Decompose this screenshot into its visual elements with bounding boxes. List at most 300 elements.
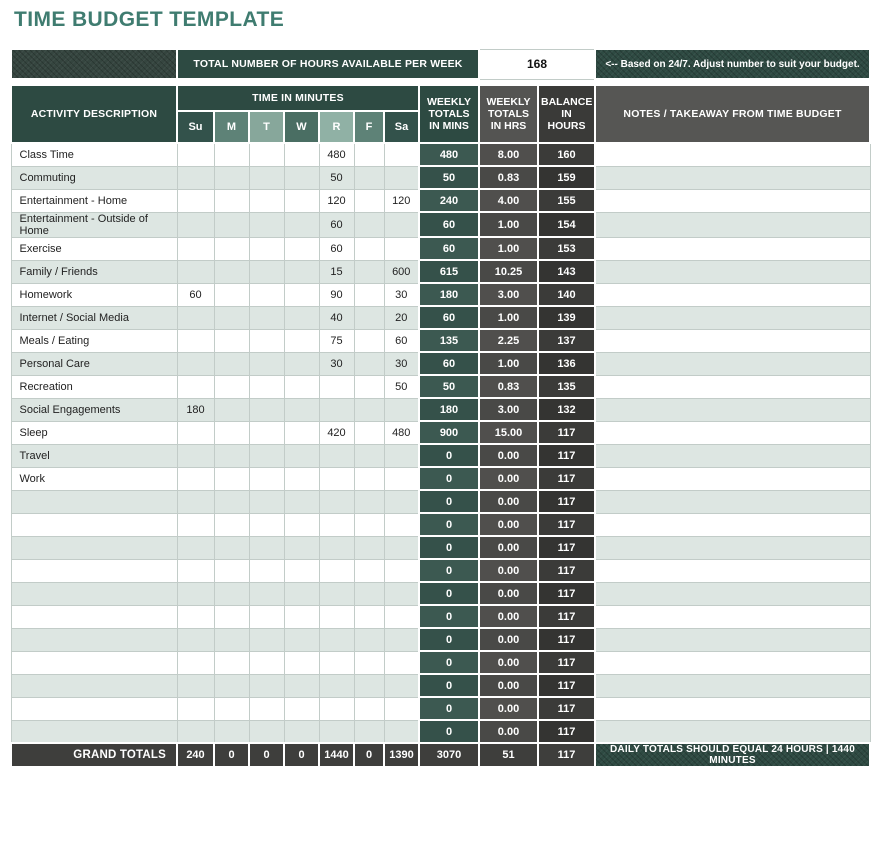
day-cell-w[interactable] [284,536,319,559]
notes-cell[interactable] [595,375,870,398]
weekly-totals-mins-cell: 180 [419,398,479,421]
day-cell-m[interactable] [214,283,249,306]
activity-cell[interactable]: Recreation [11,375,177,398]
day-cell-w[interactable] [284,421,319,444]
activity-cell[interactable]: Personal Care [11,352,177,375]
day-cell-t[interactable] [249,559,284,582]
day-cell-m[interactable] [214,490,249,513]
day-cell-su[interactable] [177,651,214,674]
day-cell-w[interactable] [284,582,319,605]
day-cell-r[interactable] [319,398,354,421]
weekly-totals-mins-cell: 60 [419,237,479,260]
day-cell-sa[interactable] [384,697,419,720]
day-cell-sa[interactable]: 50 [384,375,419,398]
notes-cell[interactable] [595,651,870,674]
day-cell-m[interactable] [214,651,249,674]
day-cell-sa[interactable] [384,212,419,237]
weekly-totals-hrs-cell: 0.00 [479,536,538,559]
weekly-totals-mins-cell: 0 [419,582,479,605]
grand-total-day-r: 1440 [319,743,354,767]
notes-cell[interactable] [595,490,870,513]
day-cell-m[interactable] [214,467,249,490]
weekly-totals-mins-cell: 0 [419,697,479,720]
balance-hours-cell: 160 [538,143,595,166]
notes-cell[interactable] [595,444,870,467]
activity-cell[interactable]: Internet / Social Media [11,306,177,329]
day-cell-w[interactable] [284,283,319,306]
day-cell-r[interactable]: 60 [319,212,354,237]
day-cell-r[interactable] [319,720,354,743]
day-cell-w[interactable] [284,490,319,513]
day-cell-w[interactable] [284,720,319,743]
day-cell-m[interactable] [214,260,249,283]
activity-cell[interactable] [11,536,177,559]
activity-cell[interactable] [11,697,177,720]
activity-cell[interactable]: Work [11,467,177,490]
day-cell-t[interactable] [249,605,284,628]
day-cell-su[interactable] [177,559,214,582]
table-header [11,85,870,143]
day-cell-r[interactable] [319,536,354,559]
notes-cell[interactable] [595,166,870,189]
weekly-totals-mins-cell: 0 [419,490,479,513]
day-cell-su[interactable]: 180 [177,398,214,421]
day-cell-t[interactable] [249,283,284,306]
weekly-totals-hrs-cell: 0.00 [479,628,538,651]
day-cell-m[interactable] [214,398,249,421]
day-cell-m[interactable] [214,720,249,743]
activity-cell[interactable]: Entertainment - Outside of Home [11,212,177,237]
day-cell-r[interactable]: 40 [319,306,354,329]
day-cell-m[interactable] [214,212,249,237]
notes-cell[interactable] [595,143,870,166]
day-cell-f[interactable] [354,260,384,283]
grand-totals-note: DAILY TOTALS SHOULD EQUAL 24 HOURS | 1440 MINUTES [595,743,870,767]
day-cell-m[interactable] [214,421,249,444]
table-row [11,697,870,720]
day-cell-f[interactable] [354,143,384,166]
day-cell-sa[interactable]: 60 [384,329,419,352]
balance-hours-cell: 139 [538,306,595,329]
balance-hours-cell: 117 [538,421,595,444]
day-cell-f[interactable] [354,283,384,306]
day-cell-f[interactable] [354,490,384,513]
grand-total-day-m: 0 [214,743,249,767]
day-cell-sa[interactable] [384,398,419,421]
hours-available-bar [10,48,871,80]
day-cell-t[interactable] [249,513,284,536]
col-header-day-m: M [214,111,249,143]
day-cell-r[interactable]: 90 [319,283,354,306]
day-cell-w[interactable] [284,212,319,237]
col-header-notes: NOTES / TAKEAWAY FROM TIME BUDGET [595,85,870,143]
balance-hours-cell: 117 [538,651,595,674]
table-row [11,467,870,490]
activity-cell[interactable] [11,674,177,697]
col-header-day-t: T [249,111,284,143]
day-cell-su[interactable] [177,212,214,237]
col-header-day-su: Su [177,111,214,143]
activity-cell[interactable] [11,490,177,513]
notes-cell[interactable] [595,352,870,375]
day-cell-w[interactable] [284,398,319,421]
day-cell-w[interactable] [284,651,319,674]
activity-cell[interactable] [11,605,177,628]
day-cell-r[interactable] [319,605,354,628]
notes-cell[interactable] [595,212,870,237]
day-cell-su[interactable] [177,143,214,166]
day-cell-t[interactable] [249,306,284,329]
day-cell-su[interactable] [177,720,214,743]
day-cell-t[interactable] [249,720,284,743]
day-cell-su[interactable] [177,189,214,212]
day-cell-m[interactable] [214,143,249,166]
day-cell-f[interactable] [354,559,384,582]
day-cell-r[interactable]: 30 [319,352,354,375]
day-cell-sa[interactable] [384,605,419,628]
day-cell-sa[interactable] [384,467,419,490]
col-header-weekly-totals-mins: WEEKLY TOTALS IN MINS [419,85,479,143]
day-cell-t[interactable] [249,444,284,467]
day-cell-r[interactable] [319,582,354,605]
day-cell-su[interactable] [177,375,214,398]
day-cell-m[interactable] [214,628,249,651]
day-cell-f[interactable] [354,720,384,743]
activity-cell[interactable] [11,628,177,651]
time-budget-table [10,84,871,768]
day-cell-m[interactable] [214,444,249,467]
day-cell-r[interactable] [319,467,354,490]
day-cell-r[interactable] [319,674,354,697]
day-cell-su[interactable] [177,513,214,536]
striped-spacer-cell [11,49,177,79]
day-cell-f[interactable] [354,166,384,189]
day-cell-r[interactable]: 60 [319,237,354,260]
notes-cell[interactable] [595,697,870,720]
day-cell-w[interactable] [284,444,319,467]
day-cell-t[interactable] [249,166,284,189]
day-cell-f[interactable] [354,237,384,260]
activity-cell[interactable]: Commuting [11,166,177,189]
activity-cell[interactable]: Social Engagements [11,398,177,421]
day-cell-m[interactable] [214,329,249,352]
day-cell-t[interactable] [249,329,284,352]
day-cell-r[interactable]: 15 [319,260,354,283]
day-cell-f[interactable] [354,605,384,628]
day-cell-w[interactable] [284,628,319,651]
balance-hours-cell: 117 [538,628,595,651]
day-cell-f[interactable] [354,697,384,720]
activity-cell[interactable] [11,651,177,674]
day-cell-m[interactable] [214,605,249,628]
notes-cell[interactable] [595,283,870,306]
day-cell-w[interactable] [284,260,319,283]
day-cell-su[interactable] [177,166,214,189]
weekly-totals-hrs-cell: 15.00 [479,421,538,444]
day-cell-sa[interactable] [384,720,419,743]
day-cell-w[interactable] [284,306,319,329]
weekly-totals-hrs-cell: 0.00 [479,513,538,536]
activity-cell[interactable] [11,513,177,536]
day-cell-m[interactable] [214,559,249,582]
day-cell-t[interactable] [249,189,284,212]
balance-hours-cell: 137 [538,329,595,352]
day-cell-t[interactable] [249,398,284,421]
day-cell-sa[interactable]: 30 [384,352,419,375]
day-cell-w[interactable] [284,674,319,697]
day-cell-sa[interactable]: 20 [384,306,419,329]
day-cell-t[interactable] [249,212,284,237]
weekly-totals-mins-cell: 0 [419,605,479,628]
day-cell-w[interactable] [284,605,319,628]
day-cell-w[interactable] [284,189,319,212]
notes-cell[interactable] [595,628,870,651]
balance-hours-cell: 159 [538,166,595,189]
weekly-totals-mins-cell: 60 [419,212,479,237]
activity-cell[interactable] [11,559,177,582]
day-cell-su[interactable] [177,582,214,605]
activity-cell[interactable] [11,720,177,743]
activity-cell[interactable]: Exercise [11,237,177,260]
day-cell-m[interactable] [214,237,249,260]
balance-hours-cell: 154 [538,212,595,237]
day-cell-sa[interactable] [384,444,419,467]
day-cell-t[interactable] [249,260,284,283]
day-cell-m[interactable] [214,674,249,697]
col-header-day-w: W [284,111,319,143]
weekly-totals-hrs-cell: 2.25 [479,329,538,352]
day-cell-t[interactable] [249,143,284,166]
col-header-weekly-totals-hrs: WEEKLY TOTALS IN HRS [479,85,538,143]
weekly-totals-hrs-cell: 0.00 [479,651,538,674]
weekly-totals-mins-cell: 50 [419,166,479,189]
day-cell-su[interactable] [177,306,214,329]
day-cell-m[interactable] [214,513,249,536]
table-body [11,143,870,743]
notes-cell[interactable] [595,421,870,444]
day-cell-f[interactable] [354,375,384,398]
day-cell-f[interactable] [354,329,384,352]
day-cell-w[interactable] [284,559,319,582]
day-cell-sa[interactable] [384,143,419,166]
day-cell-t[interactable] [249,628,284,651]
day-cell-f[interactable] [354,421,384,444]
weekly-totals-hrs-cell: 8.00 [479,143,538,166]
notes-cell[interactable] [595,674,870,697]
notes-cell[interactable] [595,398,870,421]
day-cell-su[interactable]: 60 [177,283,214,306]
activity-cell[interactable]: Family / Friends [11,260,177,283]
activity-cell[interactable]: Class Time [11,143,177,166]
day-cell-m[interactable] [214,375,249,398]
day-cell-w[interactable] [284,237,319,260]
day-cell-su[interactable] [177,444,214,467]
notes-cell[interactable] [595,559,870,582]
day-cell-sa[interactable] [384,237,419,260]
notes-cell[interactable] [595,720,870,743]
balance-hours-cell: 140 [538,283,595,306]
balance-hours-cell: 117 [538,582,595,605]
grand-total-day-w: 0 [284,743,319,767]
hours-available-value-cell[interactable]: 168 [479,49,595,79]
day-cell-t[interactable] [249,352,284,375]
balance-hours-cell: 117 [538,605,595,628]
day-cell-f[interactable] [354,352,384,375]
day-cell-t[interactable] [249,375,284,398]
day-cell-m[interactable] [214,189,249,212]
day-cell-f[interactable] [354,212,384,237]
weekly-totals-mins-cell: 135 [419,329,479,352]
day-cell-m[interactable] [214,306,249,329]
day-cell-r[interactable] [319,697,354,720]
weekly-totals-mins-cell: 0 [419,651,479,674]
notes-cell[interactable] [595,306,870,329]
day-cell-w[interactable] [284,329,319,352]
balance-hours-cell: 155 [538,189,595,212]
day-cell-t[interactable] [249,674,284,697]
day-cell-m[interactable] [214,352,249,375]
day-cell-f[interactable] [354,513,384,536]
activity-cell[interactable]: Entertainment - Home [11,189,177,212]
day-cell-su[interactable] [177,237,214,260]
table-row [11,421,870,444]
day-cell-m[interactable] [214,166,249,189]
col-header-day-r: R [319,111,354,143]
day-cell-su[interactable] [177,467,214,490]
notes-cell[interactable] [595,605,870,628]
table-row [11,605,870,628]
day-cell-sa[interactable] [384,651,419,674]
day-cell-r[interactable] [319,490,354,513]
weekly-totals-mins-cell: 60 [419,306,479,329]
activity-cell[interactable]: Homework [11,283,177,306]
day-cell-t[interactable] [249,237,284,260]
day-cell-sa[interactable] [384,559,419,582]
balance-hours-cell: 117 [538,513,595,536]
day-cell-sa[interactable] [384,513,419,536]
table-row [11,260,870,283]
day-cell-sa[interactable] [384,166,419,189]
day-cell-su[interactable] [177,352,214,375]
grand-total-day-t: 0 [249,743,284,767]
day-cell-r[interactable] [319,628,354,651]
day-cell-f[interactable] [354,536,384,559]
day-cell-w[interactable] [284,513,319,536]
day-cell-su[interactable] [177,490,214,513]
day-cell-r[interactable]: 120 [319,189,354,212]
day-cell-m[interactable] [214,582,249,605]
weekly-totals-hrs-cell: 3.00 [479,398,538,421]
table-row [11,628,870,651]
day-cell-w[interactable] [284,352,319,375]
day-cell-sa[interactable] [384,582,419,605]
day-cell-f[interactable] [354,467,384,490]
day-cell-t[interactable] [249,651,284,674]
day-cell-su[interactable] [177,421,214,444]
table-row [11,237,870,260]
weekly-totals-hrs-cell: 0.00 [479,674,538,697]
day-cell-w[interactable] [284,467,319,490]
day-cell-sa[interactable] [384,628,419,651]
day-cell-f[interactable] [354,628,384,651]
day-cell-su[interactable] [177,628,214,651]
day-cell-w[interactable] [284,375,319,398]
activity-cell[interactable] [11,582,177,605]
day-cell-su[interactable] [177,697,214,720]
notes-cell[interactable] [595,467,870,490]
day-cell-t[interactable] [249,467,284,490]
day-cell-su[interactable] [177,536,214,559]
day-cell-f[interactable] [354,306,384,329]
day-cell-t[interactable] [249,536,284,559]
day-cell-w[interactable] [284,697,319,720]
day-cell-su[interactable] [177,605,214,628]
day-cell-r[interactable]: 75 [319,329,354,352]
notes-cell[interactable] [595,237,870,260]
notes-cell[interactable] [595,582,870,605]
activity-cell[interactable]: Travel [11,444,177,467]
day-cell-t[interactable] [249,582,284,605]
activity-cell[interactable]: Sleep [11,421,177,444]
day-cell-r[interactable]: 420 [319,421,354,444]
day-cell-su[interactable] [177,329,214,352]
notes-cell[interactable] [595,329,870,352]
day-cell-t[interactable] [249,421,284,444]
day-cell-r[interactable] [319,444,354,467]
table-row [11,720,870,743]
day-cell-m[interactable] [214,697,249,720]
day-cell-w[interactable] [284,166,319,189]
balance-hours-cell: 135 [538,375,595,398]
day-cell-f[interactable] [354,582,384,605]
day-cell-r[interactable] [319,513,354,536]
day-cell-f[interactable] [354,444,384,467]
day-cell-sa[interactable]: 30 [384,283,419,306]
day-cell-r[interactable] [319,559,354,582]
day-cell-sa[interactable]: 120 [384,189,419,212]
day-cell-sa[interactable] [384,536,419,559]
day-cell-r[interactable] [319,375,354,398]
day-cell-su[interactable] [177,260,214,283]
day-cell-sa[interactable]: 600 [384,260,419,283]
day-cell-t[interactable] [249,697,284,720]
day-cell-f[interactable] [354,398,384,421]
day-cell-f[interactable] [354,189,384,212]
weekly-totals-hrs-cell: 0.00 [479,444,538,467]
day-cell-sa[interactable]: 480 [384,421,419,444]
day-cell-su[interactable] [177,674,214,697]
notes-cell[interactable] [595,260,870,283]
day-cell-sa[interactable] [384,490,419,513]
day-cell-r[interactable] [319,651,354,674]
activity-cell[interactable]: Meals / Eating [11,329,177,352]
balance-hours-cell: 117 [538,720,595,743]
day-cell-t[interactable] [249,490,284,513]
notes-cell[interactable] [595,513,870,536]
notes-cell[interactable] [595,536,870,559]
day-cell-sa[interactable] [384,674,419,697]
weekly-totals-mins-cell: 0 [419,720,479,743]
day-cell-f[interactable] [354,651,384,674]
day-cell-m[interactable] [214,536,249,559]
day-cell-r[interactable]: 480 [319,143,354,166]
day-cell-r[interactable]: 50 [319,166,354,189]
notes-cell[interactable] [595,189,870,212]
balance-hours-cell: 117 [538,674,595,697]
day-cell-f[interactable] [354,674,384,697]
weekly-totals-hrs-cell: 1.00 [479,212,538,237]
day-cell-w[interactable] [284,143,319,166]
